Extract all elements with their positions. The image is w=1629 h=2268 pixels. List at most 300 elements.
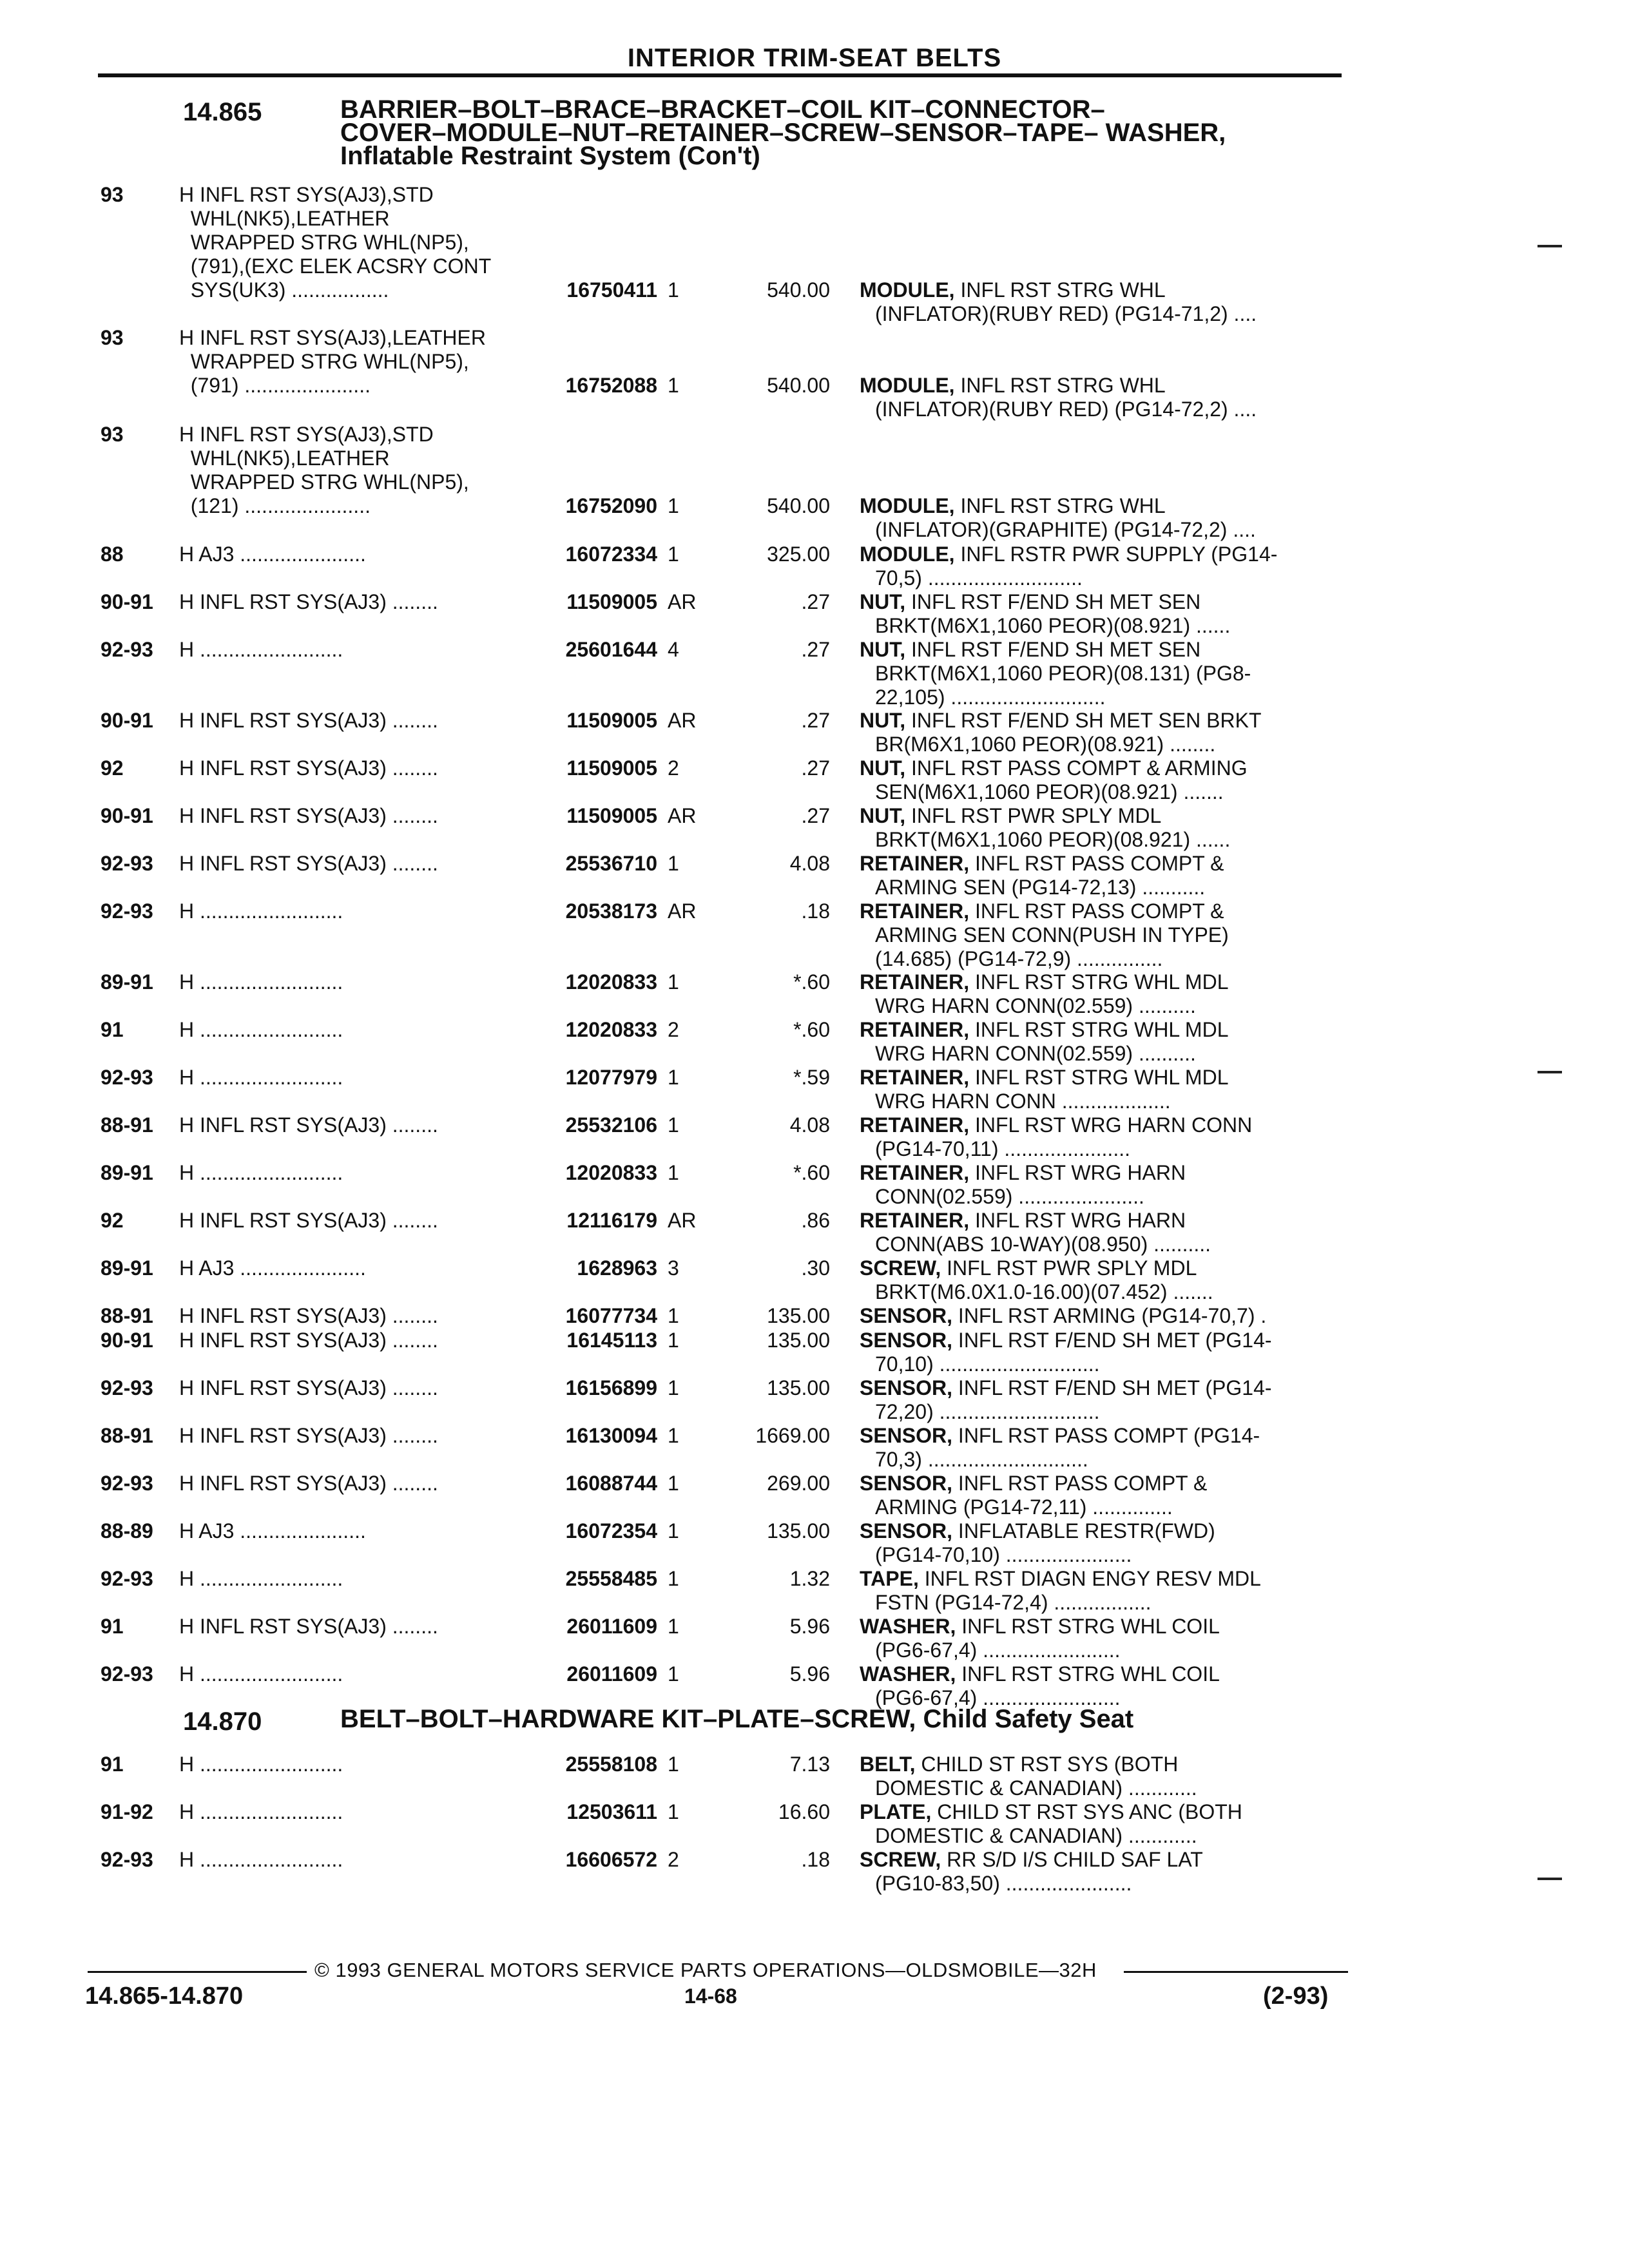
usage-description: [179, 326, 527, 398]
part-name-noun: RETAINER,: [860, 899, 970, 923]
price: *.59: [793, 1066, 830, 1089]
part-name-line: (INFLATOR)(GRAPHITE) (PG14-72,2) ....: [875, 518, 1256, 541]
part-name-text: INFL RST DIAGN ENGY RESV MDL: [924, 1567, 1261, 1590]
part-name-line: [860, 970, 1343, 994]
model-years: 88-91: [101, 1113, 153, 1137]
part-name-text: INFL RST STRG WHL: [960, 494, 1166, 517]
footer-section-range: 14.865-14.870: [85, 1983, 244, 2010]
part-name: [860, 852, 1343, 899]
usage-line: WHL(NK5),LEATHER: [179, 207, 390, 230]
part-number: 16077734: [565, 1304, 657, 1327]
part-name: [860, 709, 1343, 756]
part-name-noun: BELT,: [860, 1753, 916, 1776]
quantity: AR: [668, 590, 697, 613]
footer-rule-right: [1124, 1971, 1348, 1973]
quantity: 1: [668, 1615, 679, 1638]
part-name-line: [860, 1113, 1343, 1137]
usage-description: [179, 756, 527, 780]
part-name-noun: SENSOR,: [860, 1329, 953, 1352]
part-name-line: (PG6-67,4) ........................: [875, 1639, 1121, 1662]
part-name-line: BRKT(M6.0X1.0-16.00)(07.452) .......: [875, 1280, 1213, 1303]
part-name: [860, 970, 1343, 1018]
quantity: AR: [668, 804, 697, 827]
part-name-line: [860, 1424, 1343, 1448]
part-name-line: [860, 1066, 1343, 1090]
part-name-line: [860, 1329, 1343, 1352]
part-name-noun: TAPE,: [860, 1567, 919, 1590]
part-number: 12020833: [565, 1161, 657, 1184]
part-name: [860, 1662, 1343, 1710]
part-name-noun: SENSOR,: [860, 1424, 953, 1447]
part-name: [860, 278, 1343, 326]
part-name-noun: RETAINER,: [860, 1161, 970, 1184]
usage-description: [179, 1567, 527, 1591]
model-years: 92-93: [101, 638, 153, 661]
part-name-line: WRG HARN CONN(02.559) ..........: [875, 1042, 1196, 1065]
part-name-noun: NUT,: [860, 590, 906, 613]
usage-line: H .........................: [179, 1066, 343, 1089]
quantity: 1: [668, 278, 679, 302]
quantity: AR: [668, 899, 697, 923]
part-name-line: BRKT(M6X1,1060 PEOR)(08.921) ......: [875, 614, 1231, 637]
usage-line: WHL(NK5),LEATHER: [179, 447, 390, 470]
part-name-text: INFL RST F/END SH MET (PG14-: [958, 1376, 1272, 1399]
section-title: [340, 95, 1345, 170]
section-title-line: COVER–MODULE–NUT–RETAINER–SCREW–SENSOR–TAPE– WASHER,: [340, 119, 1226, 147]
part-name-noun: NUT,: [860, 756, 906, 780]
quantity: 1: [668, 1376, 679, 1399]
quantity: 1: [668, 543, 679, 566]
part-name-line: CONN(ABS 10-WAY)(08.950) ..........: [875, 1233, 1211, 1256]
part-name: [860, 1615, 1343, 1662]
part-number: 20538173: [565, 899, 657, 923]
part-name-noun: PLATE,: [860, 1800, 932, 1823]
usage-description: [179, 1615, 527, 1639]
section-number: 14.865: [183, 98, 262, 126]
part-name-line: DOMESTIC & CANADIAN) ............: [875, 1824, 1197, 1847]
usage-description: [179, 183, 527, 302]
part-name-text: CHILD ST RST SYS ANC (BOTH: [937, 1800, 1242, 1823]
footer-revision-date: (2-93): [1263, 1983, 1329, 2010]
part-name-line: (INFLATOR)(RUBY RED) (PG14-71,2) ....: [875, 302, 1257, 325]
quantity: 1: [668, 1567, 679, 1590]
part-name: [860, 1376, 1343, 1424]
part-name-text: INFL RST PASS COMPT &: [974, 852, 1224, 875]
part-name: [860, 756, 1343, 804]
model-years: 88-91: [101, 1424, 153, 1447]
part-name-text: INFL RST STRG WHL MDL: [974, 1066, 1229, 1089]
part-name-text: INFL RST WRG HARN CONN: [974, 1113, 1253, 1137]
part-name-line: [860, 374, 1343, 398]
part-name-line: [860, 1567, 1343, 1591]
part-number: 16606572: [565, 1848, 657, 1871]
part-name-noun: SCREW,: [860, 1256, 941, 1280]
part-name-line: [860, 638, 1343, 662]
part-name: [860, 1753, 1343, 1800]
part-name-line: ARMING SEN CONN(PUSH IN TYPE): [875, 923, 1229, 947]
usage-line: H AJ3 ......................: [179, 1519, 366, 1542]
usage-line: H .........................: [179, 1753, 343, 1776]
part-name-line: [860, 756, 1343, 780]
part-name-line: (PG14-70,10) ......................: [875, 1543, 1132, 1566]
usage-line: H .........................: [179, 1800, 343, 1823]
part-name-text: INFL RST STRG WHL: [960, 278, 1166, 302]
part-name: [860, 1304, 1343, 1328]
part-name-line: [860, 1800, 1343, 1824]
part-name-noun: RETAINER,: [860, 1209, 970, 1232]
part-name: [860, 374, 1343, 421]
usage-line: H INFL RST SYS(AJ3) ........: [179, 1615, 438, 1638]
part-name: [860, 1113, 1343, 1161]
model-years: 91: [101, 1018, 124, 1041]
quantity: 1: [668, 1753, 679, 1776]
part-name-line: [860, 852, 1343, 876]
part-name: [860, 1519, 1343, 1567]
part-number: 1628963: [577, 1256, 657, 1280]
part-name-line: [860, 590, 1343, 614]
usage-line: H INFL RST SYS(AJ3) ........: [179, 590, 438, 613]
price: 540.00: [767, 494, 830, 517]
model-years: 91-92: [101, 1800, 153, 1823]
usage-description: [179, 543, 527, 566]
model-years: 88-89: [101, 1519, 153, 1542]
model-years: 90-91: [101, 590, 153, 613]
quantity: 1: [668, 1304, 679, 1327]
margin-mark: [1537, 1878, 1562, 1880]
usage-description: [179, 1472, 527, 1495]
quantity: 1: [668, 1113, 679, 1137]
part-name-noun: MODULE,: [860, 543, 955, 566]
usage-line: WRAPPED STRG WHL(NP5),: [179, 470, 469, 494]
quantity: AR: [668, 709, 697, 732]
part-name-line: 22,105) ...........................: [875, 686, 1106, 709]
usage-line: (121) ......................: [179, 494, 371, 517]
usage-line: WRAPPED STRG WHL(NP5),: [179, 231, 469, 254]
price: .30: [801, 1256, 830, 1280]
price: 5.96: [789, 1615, 830, 1638]
model-years: 90-91: [101, 1329, 153, 1352]
part-number: 16072354: [565, 1519, 657, 1542]
part-name-text: INFL RST PWR SPLY MDL: [911, 804, 1162, 827]
price: 135.00: [767, 1329, 830, 1352]
part-name-noun: WASHER,: [860, 1615, 956, 1638]
usage-description: [179, 1848, 527, 1872]
part-name-line: [860, 278, 1343, 302]
usage-line: H INFL RST SYS(AJ3) ........: [179, 1113, 438, 1137]
price: 7.13: [789, 1753, 830, 1776]
quantity: 4: [668, 638, 679, 661]
part-name-line: 70,5) ...........................: [875, 566, 1083, 590]
part-name-line: [860, 1472, 1343, 1495]
model-years: 92: [101, 756, 124, 780]
model-years: 90-91: [101, 804, 153, 827]
model-years: 88-91: [101, 1304, 153, 1327]
part-name-line: SEN(M6X1,1060 PEOR)(08.921) .......: [875, 780, 1224, 803]
model-years: 88: [101, 543, 124, 566]
section-title-line: BELT–BOLT–HARDWARE KIT–PLATE–SCREW, Child Safety Seat: [340, 1705, 1134, 1733]
part-name-text: INFL RST PASS COMPT & ARMING: [911, 756, 1248, 780]
page-title: INTERIOR TRIM-SEAT BELTS: [627, 44, 1002, 72]
usage-line: H .........................: [179, 1161, 343, 1184]
part-name-line: [860, 1256, 1343, 1280]
part-name-text: INFL RST WRG HARN: [974, 1161, 1186, 1184]
quantity: 1: [668, 1519, 679, 1542]
part-name-noun: SENSOR,: [860, 1519, 953, 1542]
part-name-text: INFL RST F/END SH MET SEN: [911, 638, 1201, 661]
part-number: 11509005: [566, 709, 657, 732]
quantity: 1: [668, 1329, 679, 1352]
part-name-line: BRKT(M6X1,1060 PEOR)(08.131) (PG8-: [875, 662, 1251, 685]
part-name-text: INFL RST PASS COMPT &: [974, 899, 1224, 923]
part-name-text: INFL RST STRG WHL COIL: [961, 1615, 1220, 1638]
part-name: [860, 1018, 1343, 1066]
model-years: 93: [101, 326, 124, 349]
part-name: [860, 1161, 1343, 1209]
price: 1.32: [789, 1567, 830, 1590]
usage-line: H INFL RST SYS(AJ3) ........: [179, 1209, 438, 1232]
part-name-text: INFL RST PWR SPLY MDL: [947, 1256, 1197, 1280]
quantity: 1: [668, 1161, 679, 1184]
part-name-line: 70,3) ............................: [875, 1448, 1088, 1471]
usage-line: H INFL RST SYS(AJ3) ........: [179, 852, 438, 875]
part-number: 16752088: [565, 374, 657, 397]
quantity: 2: [668, 1018, 679, 1041]
model-years: 90-91: [101, 709, 153, 732]
part-number: 16156899: [565, 1376, 657, 1399]
price: .86: [801, 1209, 830, 1232]
section-number: 14.870: [183, 1707, 262, 1736]
part-name-text: CHILD ST RST SYS (BOTH: [921, 1753, 1179, 1776]
part-name: [860, 1567, 1343, 1615]
part-name-noun: NUT,: [860, 638, 906, 661]
part-number: 16088744: [565, 1472, 657, 1495]
part-name-line: (PG10-83,50) ......................: [875, 1872, 1132, 1895]
price: 16.60: [778, 1800, 830, 1823]
part-name-noun: SENSOR,: [860, 1472, 953, 1495]
part-name-text: RR S/D I/S CHILD SAF LAT: [947, 1848, 1203, 1871]
usage-description: [179, 1800, 527, 1824]
quantity: 1: [668, 1424, 679, 1447]
part-name-text: INFL RST WRG HARN: [974, 1209, 1186, 1232]
part-name-noun: RETAINER,: [860, 852, 970, 875]
part-name-line: (PG6-67,4) ........................: [875, 1686, 1121, 1709]
price: 1669.00: [755, 1424, 830, 1447]
usage-description: [179, 423, 527, 518]
price: *.60: [793, 1161, 830, 1184]
part-name-noun: SENSOR,: [860, 1304, 953, 1327]
part-name-text: INFL RST F/END SH MET (PG14-: [958, 1329, 1272, 1352]
part-name-line: 72,20) ............................: [875, 1400, 1100, 1423]
price: 540.00: [767, 278, 830, 302]
usage-line: H INFL RST SYS(AJ3) ........: [179, 1376, 438, 1399]
quantity: 2: [668, 756, 679, 780]
quantity: 1: [668, 1800, 679, 1823]
part-number: 16145113: [566, 1329, 657, 1352]
part-name-line: 70,10) ............................: [875, 1352, 1100, 1376]
part-name-noun: RETAINER,: [860, 1066, 970, 1089]
model-years: 92-93: [101, 852, 153, 875]
quantity: 1: [668, 852, 679, 875]
part-name-noun: WASHER,: [860, 1662, 956, 1686]
part-number: 25558108: [565, 1753, 657, 1776]
quantity: 1: [668, 1472, 679, 1495]
part-name-line: [860, 1615, 1343, 1639]
usage-description: [179, 1304, 527, 1328]
part-name-noun: MODULE,: [860, 278, 955, 302]
usage-description: [179, 1113, 527, 1137]
usage-line: H INFL RST SYS(AJ3) ........: [179, 1424, 438, 1447]
usage-description: [179, 1066, 527, 1090]
part-name-line: ARMING (PG14-72,11) ..............: [875, 1495, 1173, 1519]
part-number: 26011609: [566, 1662, 657, 1686]
part-name-text: INFL RST PASS COMPT (PG14-: [958, 1424, 1260, 1447]
part-name-line: [860, 1753, 1343, 1776]
price: 269.00: [767, 1472, 830, 1495]
price: .27: [801, 709, 830, 732]
price: 135.00: [767, 1376, 830, 1399]
part-name-text: INFL RST F/END SH MET SEN: [911, 590, 1201, 613]
part-name-text: INFL RST STRG WHL MDL: [974, 970, 1229, 994]
footer-page-number: 14-68: [684, 1984, 737, 2008]
footer-copyright: © 1993 GENERAL MOTORS SERVICE PARTS OPERATIONS—OLDSMOBILE—32H: [314, 1959, 1097, 1981]
price: *.60: [793, 1018, 830, 1041]
usage-description: [179, 1161, 527, 1185]
part-number: 12077979: [565, 1066, 657, 1089]
usage-description: [179, 852, 527, 876]
model-years: 89-91: [101, 1161, 153, 1184]
part-name-line: WRG HARN CONN ...................: [875, 1090, 1171, 1113]
usage-line: H .........................: [179, 970, 343, 994]
usage-line: H .........................: [179, 638, 343, 661]
model-years: 89-91: [101, 1256, 153, 1280]
quantity: 1: [668, 1662, 679, 1686]
part-number: 16130094: [565, 1424, 657, 1447]
margin-mark: [1537, 1071, 1562, 1073]
part-name-line: [860, 1209, 1343, 1233]
part-number: 26011609: [566, 1615, 657, 1638]
price: 4.08: [789, 852, 830, 875]
usage-line: H .........................: [179, 1848, 343, 1871]
price: 540.00: [767, 374, 830, 397]
usage-line: H INFL RST SYS(AJ3),STD: [179, 183, 434, 206]
price: .18: [801, 899, 830, 923]
part-name: [860, 1848, 1343, 1896]
part-name: [860, 804, 1343, 852]
part-name: [860, 543, 1343, 590]
usage-line: (791),(EXC ELEK ACSRY CONT: [179, 255, 492, 278]
usage-line: H .........................: [179, 1662, 343, 1686]
usage-description: [179, 804, 527, 828]
part-name-noun: RETAINER,: [860, 1113, 970, 1137]
part-name: [860, 494, 1343, 542]
part-name-line: [860, 1376, 1343, 1400]
model-years: 93: [101, 183, 124, 206]
part-name-noun: SCREW,: [860, 1848, 941, 1871]
usage-line: H INFL RST SYS(AJ3),LEATHER: [179, 326, 486, 349]
section-title: [340, 1707, 1345, 1731]
model-years: 92-93: [101, 1662, 153, 1686]
part-name: [860, 1424, 1343, 1472]
quantity: 1: [668, 1066, 679, 1089]
part-name-line: [860, 1304, 1343, 1328]
part-number: 12503611: [566, 1800, 657, 1823]
quantity: AR: [668, 1209, 697, 1232]
usage-description: [179, 638, 527, 662]
part-number: 12020833: [565, 1018, 657, 1041]
usage-description: [179, 899, 527, 923]
part-name-text: INFL RST F/END SH MET SEN BRKT: [911, 709, 1262, 732]
price: .27: [801, 590, 830, 613]
part-name-line: WRG HARN CONN(02.559) ..........: [875, 994, 1196, 1017]
quantity: 1: [668, 494, 679, 517]
section-title-line: Inflatable Restraint System (Con't): [340, 142, 760, 170]
usage-line: H INFL RST SYS(AJ3) ........: [179, 756, 438, 780]
margin-mark: [1537, 245, 1562, 247]
part-number: 25558485: [565, 1567, 657, 1590]
part-name-noun: NUT,: [860, 804, 906, 827]
usage-line: H INFL RST SYS(AJ3),STD: [179, 423, 434, 446]
usage-line: H .........................: [179, 899, 343, 923]
model-years: 89-91: [101, 970, 153, 994]
part-name-line: (INFLATOR)(RUBY RED) (PG14-72,2) ....: [875, 398, 1257, 421]
part-name-noun: SENSOR,: [860, 1376, 953, 1399]
part-name-text: INFL RST STRG WHL: [960, 374, 1166, 397]
part-name: [860, 1329, 1343, 1376]
usage-description: [179, 1329, 527, 1352]
usage-line: H .........................: [179, 1018, 343, 1041]
price: .27: [801, 756, 830, 780]
usage-description: [179, 1018, 527, 1042]
part-name-noun: RETAINER,: [860, 970, 970, 994]
part-name-text: INFL RST PASS COMPT &: [958, 1472, 1208, 1495]
usage-description: [179, 1519, 527, 1543]
part-name-line: [860, 494, 1343, 518]
part-name-line: (14.685) (PG14-72,9) ...............: [875, 947, 1163, 970]
part-number: 16072334: [565, 543, 657, 566]
part-name: [860, 1800, 1343, 1848]
usage-line: WRAPPED STRG WHL(NP5),: [179, 350, 469, 373]
part-name: [860, 1472, 1343, 1519]
usage-line: H INFL RST SYS(AJ3) ........: [179, 1304, 438, 1327]
section-title-line: BARRIER–BOLT–BRACE–BRACKET–COIL KIT–CONNECTOR–: [340, 95, 1105, 124]
part-number: 16752090: [565, 494, 657, 517]
model-years: 92-93: [101, 899, 153, 923]
part-name-line: [860, 709, 1343, 733]
footer-rule-left: [88, 1971, 307, 1973]
part-name-line: [860, 543, 1343, 566]
price: 5.96: [789, 1662, 830, 1686]
part-name: [860, 899, 1343, 971]
part-name-text: INFL RSTR PWR SUPPLY (PG14-: [960, 543, 1278, 566]
part-name-noun: MODULE,: [860, 374, 955, 397]
usage-line: H INFL RST SYS(AJ3) ........: [179, 1329, 438, 1352]
usage-line: (791) ......................: [179, 374, 371, 397]
price: .27: [801, 638, 830, 661]
quantity: 1: [668, 374, 679, 397]
part-name-text: INFL RST ARMING (PG14-70,7) .: [958, 1304, 1267, 1327]
part-name-line: FSTN (PG14-72,4) .................: [875, 1591, 1152, 1614]
part-name-line: [860, 1662, 1343, 1686]
usage-description: [179, 970, 527, 994]
price: .18: [801, 1848, 830, 1871]
usage-description: [179, 590, 527, 614]
part-name-line: (PG14-70,11) ......................: [875, 1137, 1130, 1160]
quantity: 3: [668, 1256, 679, 1280]
model-years: 92-93: [101, 1066, 153, 1089]
part-name-noun: RETAINER,: [860, 1018, 970, 1041]
header-rule: [98, 73, 1342, 77]
model-years: 92-93: [101, 1567, 153, 1590]
